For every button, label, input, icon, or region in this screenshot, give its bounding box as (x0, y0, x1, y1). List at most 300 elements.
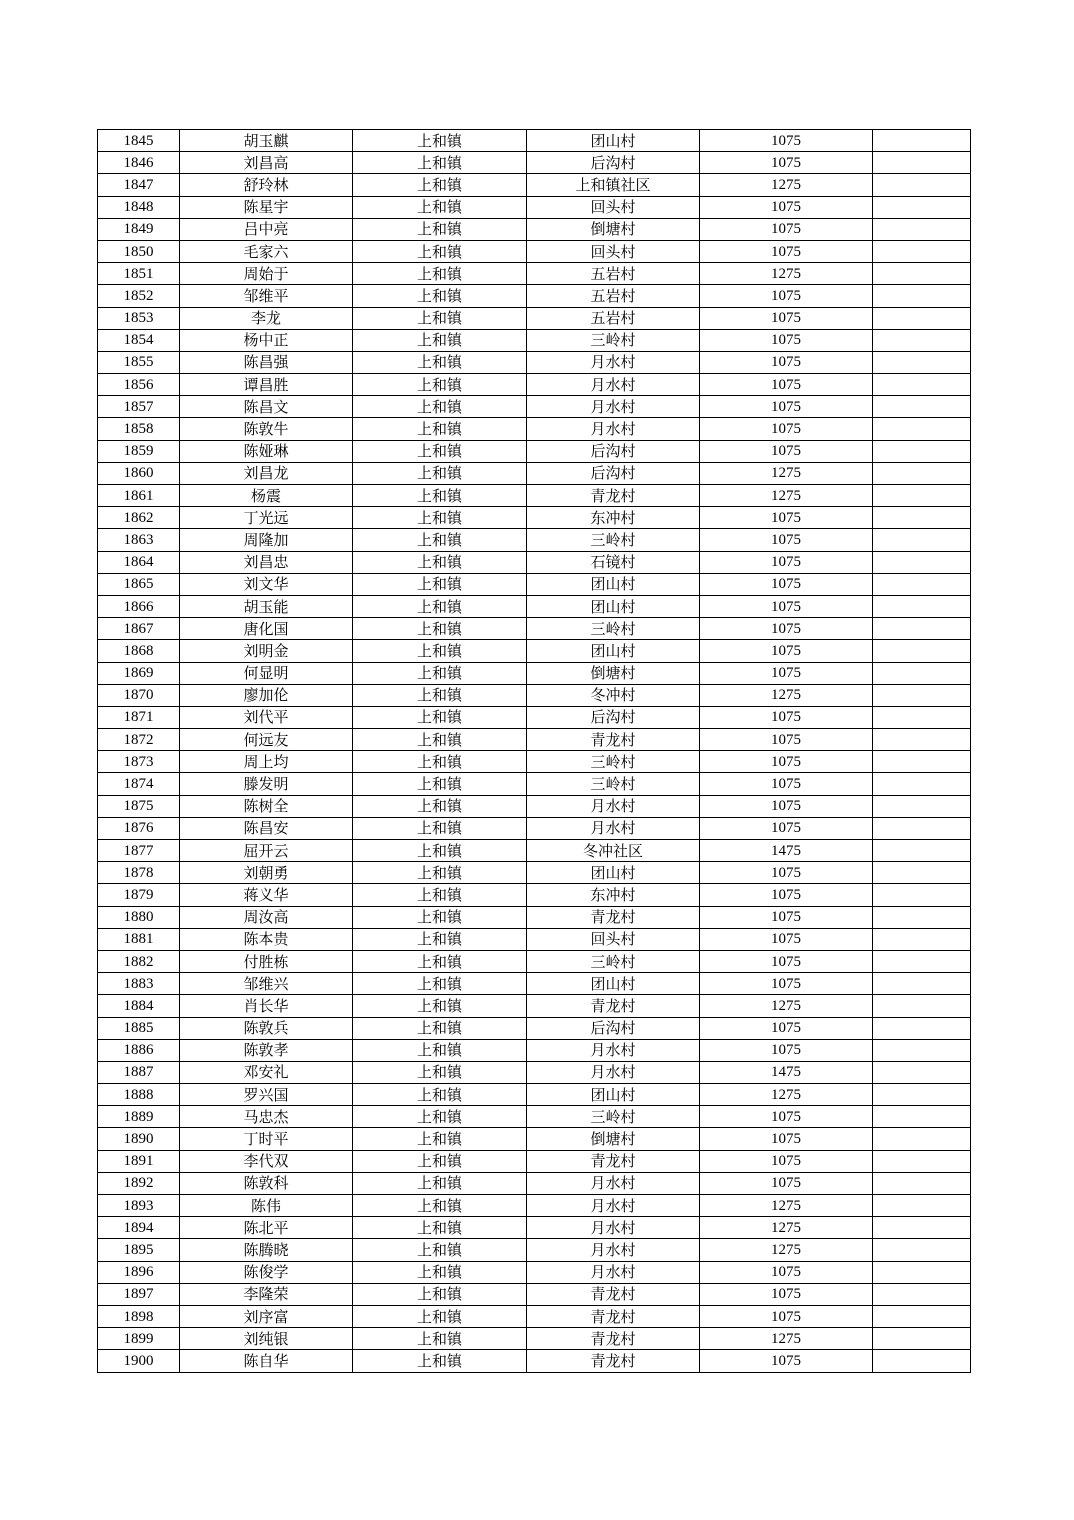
town-cell: 上和镇 (353, 418, 527, 440)
town-cell: 上和镇 (353, 573, 527, 595)
town-cell: 上和镇 (353, 1061, 527, 1083)
town-cell: 上和镇 (353, 773, 527, 795)
table-row (98, 1128, 971, 1150)
note-cell (873, 618, 971, 640)
amount-cell: 1075 (700, 351, 873, 373)
town-cell: 上和镇 (353, 551, 527, 573)
table-row (98, 1150, 971, 1172)
note-cell (873, 817, 971, 839)
village-cell: 月水村 (527, 1239, 700, 1261)
amount-cell: 1075 (700, 307, 873, 329)
row-number-cell: 1869 (98, 662, 180, 684)
row-number-cell: 1884 (98, 995, 180, 1017)
name-cell: 刘昌龙 (180, 462, 353, 484)
note-cell (873, 640, 971, 662)
village-cell: 五岩村 (527, 263, 700, 285)
name-cell: 刘代平 (180, 706, 353, 728)
amount-cell: 1275 (700, 263, 873, 285)
table-row (98, 1283, 971, 1305)
table-row (98, 884, 971, 906)
note-cell (873, 1217, 971, 1239)
town-cell: 上和镇 (353, 396, 527, 418)
row-number-cell: 1851 (98, 263, 180, 285)
village-cell: 团山村 (527, 130, 700, 152)
town-cell: 上和镇 (353, 374, 527, 396)
table-row (98, 906, 971, 928)
note-cell (873, 218, 971, 240)
town-cell: 上和镇 (353, 1084, 527, 1106)
name-cell: 肖长华 (180, 995, 353, 1017)
row-number-cell: 1865 (98, 573, 180, 595)
amount-cell: 1075 (700, 1128, 873, 1150)
row-number-cell: 1877 (98, 840, 180, 862)
note-cell (873, 351, 971, 373)
village-cell: 月水村 (527, 351, 700, 373)
name-cell: 周隆加 (180, 529, 353, 551)
name-cell: 丁光远 (180, 507, 353, 529)
row-number-cell: 1871 (98, 706, 180, 728)
village-cell: 青龙村 (527, 906, 700, 928)
village-cell: 后沟村 (527, 706, 700, 728)
row-number-cell: 1874 (98, 773, 180, 795)
name-cell: 蒋义华 (180, 884, 353, 906)
name-cell: 陈树全 (180, 795, 353, 817)
table-row (98, 1195, 971, 1217)
amount-cell: 1075 (700, 1283, 873, 1305)
note-cell (873, 485, 971, 507)
town-cell: 上和镇 (353, 1150, 527, 1172)
village-cell: 青龙村 (527, 1350, 700, 1372)
village-cell: 团山村 (527, 1084, 700, 1106)
town-cell: 上和镇 (353, 1239, 527, 1261)
row-number-cell: 1888 (98, 1084, 180, 1106)
note-cell (873, 1283, 971, 1305)
note-cell (873, 1305, 971, 1327)
name-cell: 陈敦兵 (180, 1017, 353, 1039)
name-cell: 陈敦科 (180, 1172, 353, 1194)
table-row (98, 1305, 971, 1327)
village-cell: 月水村 (527, 418, 700, 440)
town-cell: 上和镇 (353, 507, 527, 529)
village-cell: 青龙村 (527, 1150, 700, 1172)
row-number-cell: 1895 (98, 1239, 180, 1261)
amount-cell: 1075 (700, 573, 873, 595)
amount-cell: 1075 (700, 973, 873, 995)
village-cell: 团山村 (527, 573, 700, 595)
town-cell: 上和镇 (353, 684, 527, 706)
table-row (98, 329, 971, 351)
amount-cell: 1075 (700, 551, 873, 573)
village-cell: 后沟村 (527, 462, 700, 484)
town-cell: 上和镇 (353, 285, 527, 307)
amount-cell: 1075 (700, 418, 873, 440)
note-cell (873, 595, 971, 617)
village-cell: 东冲村 (527, 884, 700, 906)
note-cell (873, 573, 971, 595)
note-cell (873, 795, 971, 817)
table-row (98, 573, 971, 595)
town-cell: 上和镇 (353, 817, 527, 839)
amount-cell: 1075 (700, 1172, 873, 1194)
name-cell: 付胜栋 (180, 950, 353, 972)
table-row (98, 862, 971, 884)
table-row (98, 130, 971, 152)
table-row (98, 684, 971, 706)
row-number-cell: 1849 (98, 218, 180, 240)
town-cell: 上和镇 (353, 595, 527, 617)
table-row (98, 1217, 971, 1239)
village-cell: 后沟村 (527, 440, 700, 462)
amount-cell: 1475 (700, 840, 873, 862)
note-cell (873, 973, 971, 995)
row-number-cell: 1900 (98, 1350, 180, 1372)
row-number-cell: 1860 (98, 462, 180, 484)
name-cell: 刘文华 (180, 573, 353, 595)
row-number-cell: 1855 (98, 351, 180, 373)
row-number-cell: 1852 (98, 285, 180, 307)
village-cell: 五岩村 (527, 285, 700, 307)
note-cell (873, 396, 971, 418)
village-cell: 三岭村 (527, 751, 700, 773)
amount-cell: 1075 (700, 507, 873, 529)
village-cell: 三岭村 (527, 618, 700, 640)
table-row (98, 950, 971, 972)
town-cell: 上和镇 (353, 751, 527, 773)
name-cell: 陈昌强 (180, 351, 353, 373)
amount-cell: 1275 (700, 1239, 873, 1261)
note-cell (873, 862, 971, 884)
table-row (98, 662, 971, 684)
village-cell: 月水村 (527, 374, 700, 396)
amount-cell: 1075 (700, 706, 873, 728)
amount-cell: 1075 (700, 1106, 873, 1128)
town-cell: 上和镇 (353, 1172, 527, 1194)
amount-cell: 1075 (700, 884, 873, 906)
town-cell: 上和镇 (353, 1350, 527, 1372)
table-row (98, 507, 971, 529)
town-cell: 上和镇 (353, 1328, 527, 1350)
amount-cell: 1075 (700, 1017, 873, 1039)
table-row (98, 1017, 971, 1039)
row-number-cell: 1891 (98, 1150, 180, 1172)
table-row (98, 1084, 971, 1106)
row-number-cell: 1878 (98, 862, 180, 884)
name-cell: 谭昌胜 (180, 374, 353, 396)
table-row (98, 1172, 971, 1194)
name-cell: 刘序富 (180, 1305, 353, 1327)
amount-cell: 1075 (700, 130, 873, 152)
table-row (98, 618, 971, 640)
town-cell: 上和镇 (353, 1128, 527, 1150)
name-cell: 陈本贵 (180, 928, 353, 950)
name-cell: 陈星宇 (180, 196, 353, 218)
village-cell: 回头村 (527, 928, 700, 950)
note-cell (873, 196, 971, 218)
note-cell (873, 1328, 971, 1350)
row-number-cell: 1846 (98, 152, 180, 174)
table-row (98, 1039, 971, 1061)
name-cell: 何远友 (180, 729, 353, 751)
name-cell: 杨中正 (180, 329, 353, 351)
name-cell: 刘纯银 (180, 1328, 353, 1350)
town-cell: 上和镇 (353, 906, 527, 928)
row-number-cell: 1899 (98, 1328, 180, 1350)
village-cell: 倒塘村 (527, 1128, 700, 1150)
note-cell (873, 263, 971, 285)
table-row (98, 1350, 971, 1372)
town-cell: 上和镇 (353, 884, 527, 906)
town-cell: 上和镇 (353, 662, 527, 684)
village-cell: 石镜村 (527, 551, 700, 573)
row-number-cell: 1862 (98, 507, 180, 529)
table-row (98, 751, 971, 773)
village-cell: 冬冲村 (527, 684, 700, 706)
note-cell (873, 529, 971, 551)
village-cell: 月水村 (527, 1172, 700, 1194)
name-cell: 邹维平 (180, 285, 353, 307)
table-row (98, 351, 971, 373)
table-row (98, 263, 971, 285)
village-cell: 三岭村 (527, 1106, 700, 1128)
amount-cell: 1275 (700, 1328, 873, 1350)
table-row (98, 1106, 971, 1128)
amount-cell: 1075 (700, 218, 873, 240)
amount-cell: 1475 (700, 1061, 873, 1083)
note-cell (873, 1350, 971, 1372)
note-cell (873, 906, 971, 928)
amount-cell: 1075 (700, 1261, 873, 1283)
name-cell: 陈自华 (180, 1350, 353, 1372)
amount-cell: 1075 (700, 329, 873, 351)
row-number-cell: 1892 (98, 1172, 180, 1194)
table-row (98, 196, 971, 218)
town-cell: 上和镇 (353, 973, 527, 995)
row-number-cell: 1889 (98, 1106, 180, 1128)
table-row (98, 418, 971, 440)
town-cell: 上和镇 (353, 462, 527, 484)
note-cell (873, 1061, 971, 1083)
note-cell (873, 706, 971, 728)
row-number-cell: 1896 (98, 1261, 180, 1283)
name-cell: 李代双 (180, 1150, 353, 1172)
roster-table-body (98, 130, 971, 1373)
note-cell (873, 374, 971, 396)
note-cell (873, 1039, 971, 1061)
note-cell (873, 440, 971, 462)
note-cell (873, 662, 971, 684)
name-cell: 何显明 (180, 662, 353, 684)
name-cell: 毛家六 (180, 240, 353, 262)
town-cell: 上和镇 (353, 995, 527, 1017)
note-cell (873, 884, 971, 906)
note-cell (873, 1017, 971, 1039)
name-cell: 周汝高 (180, 906, 353, 928)
amount-cell: 1275 (700, 1084, 873, 1106)
village-cell: 五岩村 (527, 307, 700, 329)
note-cell (873, 840, 971, 862)
name-cell: 李龙 (180, 307, 353, 329)
village-cell: 月水村 (527, 396, 700, 418)
amount-cell: 1075 (700, 595, 873, 617)
note-cell (873, 995, 971, 1017)
row-number-cell: 1854 (98, 329, 180, 351)
table-row (98, 640, 971, 662)
table-row (98, 307, 971, 329)
village-cell: 青龙村 (527, 1328, 700, 1350)
row-number-cell: 1894 (98, 1217, 180, 1239)
amount-cell: 1075 (700, 529, 873, 551)
town-cell: 上和镇 (353, 263, 527, 285)
town-cell: 上和镇 (353, 1039, 527, 1061)
row-number-cell: 1845 (98, 130, 180, 152)
amount-cell: 1275 (700, 684, 873, 706)
town-cell: 上和镇 (353, 130, 527, 152)
amount-cell: 1075 (700, 374, 873, 396)
table-row (98, 817, 971, 839)
table-row (98, 1261, 971, 1283)
amount-cell: 1275 (700, 995, 873, 1017)
town-cell: 上和镇 (353, 840, 527, 862)
amount-cell: 1075 (700, 152, 873, 174)
amount-cell: 1075 (700, 285, 873, 307)
name-cell: 刘昌忠 (180, 551, 353, 573)
note-cell (873, 130, 971, 152)
town-cell: 上和镇 (353, 618, 527, 640)
row-number-cell: 1897 (98, 1283, 180, 1305)
town-cell: 上和镇 (353, 1305, 527, 1327)
note-cell (873, 1195, 971, 1217)
note-cell (873, 1172, 971, 1194)
village-cell: 回头村 (527, 240, 700, 262)
name-cell: 陈昌文 (180, 396, 353, 418)
note-cell (873, 950, 971, 972)
town-cell: 上和镇 (353, 795, 527, 817)
row-number-cell: 1857 (98, 396, 180, 418)
village-cell: 三岭村 (527, 329, 700, 351)
row-number-cell: 1858 (98, 418, 180, 440)
name-cell: 丁时平 (180, 1128, 353, 1150)
table-row (98, 152, 971, 174)
amount-cell: 1075 (700, 1150, 873, 1172)
table-row (98, 529, 971, 551)
village-cell: 后沟村 (527, 1017, 700, 1039)
amount-cell: 1075 (700, 1350, 873, 1372)
table-row (98, 462, 971, 484)
name-cell: 陈北平 (180, 1217, 353, 1239)
name-cell: 马忠杰 (180, 1106, 353, 1128)
village-cell: 团山村 (527, 640, 700, 662)
note-cell (873, 329, 971, 351)
table-row (98, 1061, 971, 1083)
note-cell (873, 174, 971, 196)
amount-cell: 1275 (700, 1217, 873, 1239)
row-number-cell: 1890 (98, 1128, 180, 1150)
name-cell: 吕中亮 (180, 218, 353, 240)
town-cell: 上和镇 (353, 1106, 527, 1128)
note-cell (873, 773, 971, 795)
table-row (98, 1239, 971, 1261)
row-number-cell: 1872 (98, 729, 180, 751)
amount-cell: 1075 (700, 396, 873, 418)
row-number-cell: 1861 (98, 485, 180, 507)
amount-cell: 1075 (700, 906, 873, 928)
row-number-cell: 1887 (98, 1061, 180, 1083)
town-cell: 上和镇 (353, 196, 527, 218)
table-row (98, 485, 971, 507)
row-number-cell: 1873 (98, 751, 180, 773)
note-cell (873, 152, 971, 174)
row-number-cell: 1870 (98, 684, 180, 706)
row-number-cell: 1847 (98, 174, 180, 196)
note-cell (873, 1150, 971, 1172)
note-cell (873, 307, 971, 329)
note-cell (873, 751, 971, 773)
town-cell: 上和镇 (353, 706, 527, 728)
amount-cell: 1075 (700, 1039, 873, 1061)
row-number-cell: 1880 (98, 906, 180, 928)
name-cell: 李隆荣 (180, 1283, 353, 1305)
table-row (98, 174, 971, 196)
name-cell: 舒玲林 (180, 174, 353, 196)
amount-cell: 1275 (700, 1195, 873, 1217)
village-cell: 倒塘村 (527, 218, 700, 240)
table-row (98, 729, 971, 751)
town-cell: 上和镇 (353, 329, 527, 351)
town-cell: 上和镇 (353, 1261, 527, 1283)
table-row (98, 285, 971, 307)
table-row (98, 218, 971, 240)
name-cell: 杨震 (180, 485, 353, 507)
village-cell: 倒塘村 (527, 662, 700, 684)
town-cell: 上和镇 (353, 485, 527, 507)
town-cell: 上和镇 (353, 307, 527, 329)
name-cell: 胡玉麒 (180, 130, 353, 152)
amount-cell: 1075 (700, 662, 873, 684)
name-cell: 唐化国 (180, 618, 353, 640)
name-cell: 廖加伦 (180, 684, 353, 706)
row-number-cell: 1886 (98, 1039, 180, 1061)
town-cell: 上和镇 (353, 529, 527, 551)
note-cell (873, 1239, 971, 1261)
village-cell: 东冲村 (527, 507, 700, 529)
town-cell: 上和镇 (353, 862, 527, 884)
note-cell (873, 418, 971, 440)
amount-cell: 1075 (700, 773, 873, 795)
amount-cell: 1075 (700, 751, 873, 773)
amount-cell: 1075 (700, 618, 873, 640)
village-cell: 团山村 (527, 595, 700, 617)
name-cell: 陈昌安 (180, 817, 353, 839)
row-number-cell: 1893 (98, 1195, 180, 1217)
table-row (98, 773, 971, 795)
amount-cell: 1075 (700, 440, 873, 462)
village-cell: 三岭村 (527, 773, 700, 795)
amount-cell: 1075 (700, 196, 873, 218)
village-cell: 三岭村 (527, 529, 700, 551)
note-cell (873, 240, 971, 262)
note-cell (873, 462, 971, 484)
row-number-cell: 1879 (98, 884, 180, 906)
amount-cell: 1075 (700, 795, 873, 817)
village-cell: 月水村 (527, 1217, 700, 1239)
row-number-cell: 1885 (98, 1017, 180, 1039)
row-number-cell: 1883 (98, 973, 180, 995)
row-number-cell: 1882 (98, 950, 180, 972)
amount-cell: 1075 (700, 240, 873, 262)
town-cell: 上和镇 (353, 729, 527, 751)
note-cell (873, 1128, 971, 1150)
village-cell: 青龙村 (527, 485, 700, 507)
